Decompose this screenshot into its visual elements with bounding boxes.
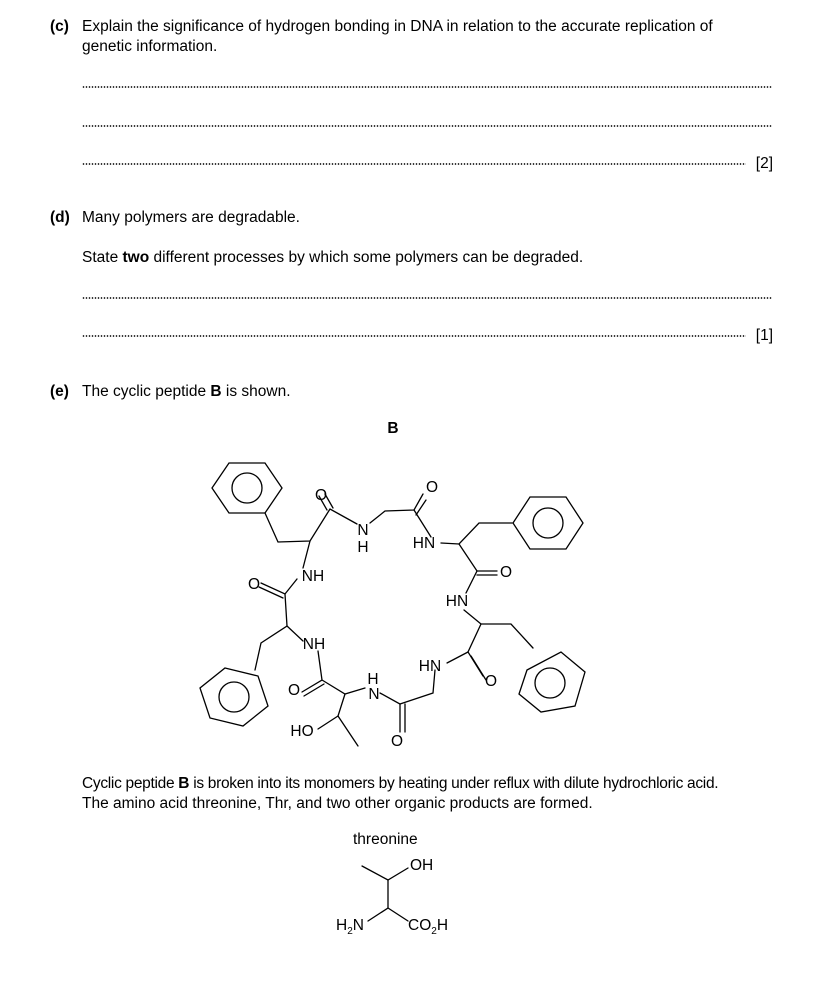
atom-ho: HO <box>290 723 314 740</box>
part-d-intro: Many polymers are degradable. <box>82 209 300 226</box>
atom-o: O <box>425 479 439 496</box>
atom-n: N <box>357 522 369 539</box>
atom-hn: HN <box>418 658 442 675</box>
atom-nh: NH <box>302 636 326 653</box>
atom-o: O <box>314 487 328 504</box>
part-d-prompt: State two different processes by which some polymers can be degraded. <box>82 249 584 266</box>
atom-nh: NH <box>301 568 325 585</box>
part-d-label: (d) <box>50 209 70 226</box>
threonine-structure <box>0 840 832 950</box>
threonine-amino-group: $H_2N$ <box>336 917 364 937</box>
threonine-label: threonine <box>353 831 418 848</box>
atom-o: O <box>287 682 301 699</box>
part-c-question-line-1: Explain the significance of hydrogen bonding in DNA in relation to the accurate replication of <box>82 18 713 35</box>
structure-label-b: B <box>387 420 399 437</box>
atom-hn: HN <box>412 535 436 552</box>
part-c-marks: [2] <box>755 155 773 172</box>
atom-o: O <box>499 564 513 581</box>
atom-n: N <box>368 686 380 703</box>
part-e-intro: The cyclic peptide B is shown. <box>82 383 291 400</box>
part-e-paragraph-line-1: Cyclic peptide B is broken into its monomers by heating under reflux with dilute hydrochloric acid. <box>82 775 719 792</box>
atom-h: H <box>367 671 379 688</box>
atom-hn: HN <box>445 593 469 610</box>
atom-o: O <box>247 576 261 593</box>
atom-o: O <box>390 733 404 750</box>
threonine-carboxyl-group: $CO_2H$ <box>408 917 449 937</box>
atom-h: H <box>357 539 369 556</box>
atom-o: O <box>484 673 498 690</box>
threonine-oh: OH <box>410 857 434 874</box>
part-e-label: (e) <box>50 383 69 400</box>
part-c-question-line-2: genetic information. <box>82 38 218 55</box>
part-d-marks: [1] <box>755 327 773 344</box>
part-c-label: (c) <box>50 18 69 35</box>
part-e-paragraph-line-2: The amino acid threonine, Thr, and two other organic products are formed. <box>82 795 593 812</box>
